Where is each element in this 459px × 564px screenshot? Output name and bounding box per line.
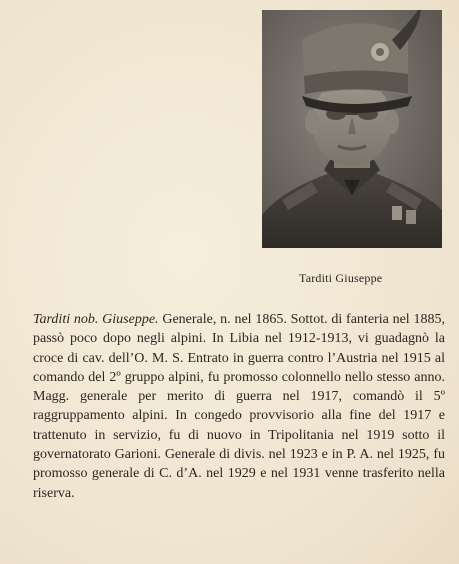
biography-name: Tarditi nob. Giuseppe. — [33, 312, 159, 327]
portrait-image — [262, 10, 442, 248]
biography-body: Generale, n. nel 1865. Sottot. di fanteria nel 1885, passò poco dopo negli alpini. In Libia nel 1912-1913, vi guadagnò la croce di cav. dell’O. M. S. Entrato in guerra contro l’Austria nel 1915 al comando del 2º gruppo alpini, fu promosso colonnello nello stesso anno. Magg. generale per merito di guerra nel 1917, comandò il 5º raggruppamento alpini. In congedo provvisorio alla fine del 1917 e trattenuto in servizio, fu di nuovo in Tripolitania nel 1919 sotto il governatorato Garioni. Generale di divis. nel 1923 e in P. A. nel 1925, fu promosso generale di C. d’A. nel 1929 e nel 1931 venne trasferito nella riserva. — [33, 312, 445, 501]
portrait-photo — [262, 10, 442, 248]
biography-text — [33, 310, 445, 503]
portrait-caption: Tarditi Giuseppe — [299, 271, 383, 285]
